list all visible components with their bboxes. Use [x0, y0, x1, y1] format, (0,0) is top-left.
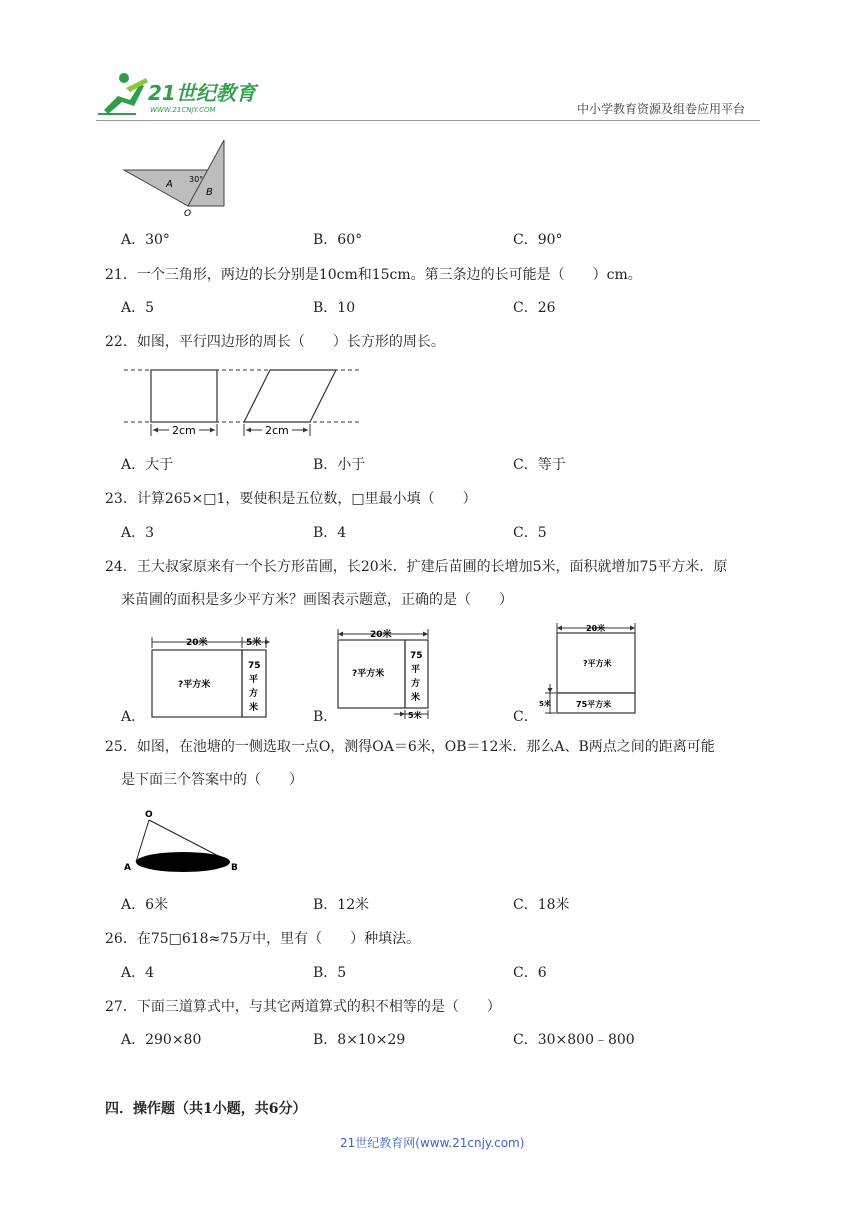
q22-option-b: B．小于 — [313, 457, 366, 473]
q20-label-o: O — [184, 209, 192, 219]
q24a-side-1: 平 — [249, 675, 259, 685]
q24c-bottom: 75平方米 — [576, 700, 612, 709]
q21-option-b: B．10 — [313, 300, 356, 316]
q24a-top-short: 5米 — [246, 638, 262, 648]
platform-name: 中小学教育资源及组卷应用平台 — [577, 102, 746, 116]
q22-figure — [120, 362, 365, 442]
q22-option-a: A．大于 — [121, 457, 174, 473]
q24b-side-0: 75 — [410, 651, 423, 661]
q21-text: 21．一个三角形，两边的长分别是10cm和15cm。第三条边的长可能是（ ）cm。 — [105, 267, 642, 283]
q20-angle-label: 30° — [189, 175, 204, 184]
q27-text: 27．下面三道算式中，与其它两道算式的积不相等的是（ ） — [105, 999, 501, 1015]
q24b-bottom: 5米 — [408, 711, 422, 720]
q23-option-b: B．4 — [313, 525, 347, 541]
section-title: 四．操作题（共1小题，共6分） — [105, 1101, 307, 1117]
q24c-left: 5米 — [539, 700, 551, 708]
q25-label-b: B — [231, 863, 238, 873]
q24-figure-b — [334, 624, 440, 724]
q20-label-a: A — [166, 179, 173, 190]
q24b-side-2: 方 — [411, 679, 421, 689]
q24-figure-a — [148, 632, 278, 722]
q25-label-a: A — [124, 863, 131, 873]
q24b-side-3: 米 — [411, 693, 421, 703]
q20-label-b: B — [206, 187, 213, 198]
q26-option-b: B．5 — [313, 965, 347, 981]
q25-option-a: A．6米 — [121, 897, 169, 913]
q25-label-o: O — [145, 810, 153, 820]
q21-option-c: C．26 — [513, 300, 556, 316]
q24a-side-0: 75 — [248, 661, 261, 671]
q24b-top: 20米 — [370, 630, 392, 640]
header-rule — [96, 120, 760, 121]
q20-option-a: A．30° — [121, 232, 170, 248]
q23-option-a: A．3 — [121, 525, 155, 541]
q26-text: 26．在75□618≈75万中，里有（ ）种填法。 — [105, 931, 421, 947]
q27-option-b: B．8×10×29 — [313, 1032, 406, 1048]
logo-text: 21世纪教育 — [148, 81, 256, 105]
q25-text-line1: 25．如图，在池塘的一侧选取一点O，测得OA＝6米，OB＝12米．那么A、B两点之间的距离可能 — [105, 739, 715, 755]
q23-text: 23．计算265×□1，要使积是五位数，□里最小填（ ） — [105, 491, 477, 507]
q24a-side-3: 米 — [249, 703, 259, 713]
q24-option-a: A． — [121, 709, 146, 725]
q22-text: 22．如图，平行四边形的周长（ ）长方形的周长。 — [105, 334, 445, 350]
q20-option-c: C．90° — [513, 232, 563, 248]
footer-link[interactable]: 21世纪教育网(www.21cnjy.com) — [340, 1136, 525, 1150]
q21-option-a: A．5 — [121, 300, 155, 316]
logo-runner-icon — [96, 70, 266, 118]
q24-option-b: B． — [313, 709, 338, 725]
q24a-top-long: 20米 — [186, 638, 208, 648]
q24a-side-2: 方 — [249, 689, 259, 699]
logo — [96, 70, 266, 118]
q24b-main: ?平方米 — [352, 669, 385, 679]
q20-option-b: B．60° — [313, 232, 363, 248]
q25-option-b: B．12米 — [313, 897, 370, 913]
q20-figure — [120, 137, 230, 221]
q22-rect-width: 2cm — [172, 424, 196, 437]
q25-figure — [120, 806, 245, 876]
q24c-main: ?平方米 — [583, 659, 612, 668]
q26-option-c: C．6 — [513, 965, 547, 981]
q26-option-a: A．4 — [121, 965, 155, 981]
q22-para-width: 2cm — [265, 424, 289, 437]
q24-text-line1: 24．王大叔家原来有一个长方形苗圃，长20米．扩建后苗圃的长增加5米，面积就增加75平方米．原 — [105, 559, 728, 575]
q25-text-line2: 是下面三个答案中的（ ） — [121, 772, 303, 788]
q24b-side-1: 平 — [411, 665, 421, 675]
q25-option-c: C．18米 — [513, 897, 570, 913]
q24-figure-c — [536, 618, 642, 718]
q22-option-c: C．等于 — [513, 457, 566, 473]
q27-option-a: A．290×80 — [121, 1032, 202, 1048]
q24-option-c: C． — [513, 709, 538, 725]
q27-option-c: C．30×800﹣800 — [513, 1032, 635, 1048]
q23-option-c: C．5 — [513, 525, 547, 541]
q24-text-line2: 来苗圃的面积是多少平方米？画图表示题意，正确的是（ ） — [121, 592, 513, 608]
q24c-top: 20米 — [586, 624, 606, 633]
logo-url: WWW.21CNJY.COM — [150, 106, 216, 114]
q24a-main: ?平方米 — [178, 680, 211, 690]
